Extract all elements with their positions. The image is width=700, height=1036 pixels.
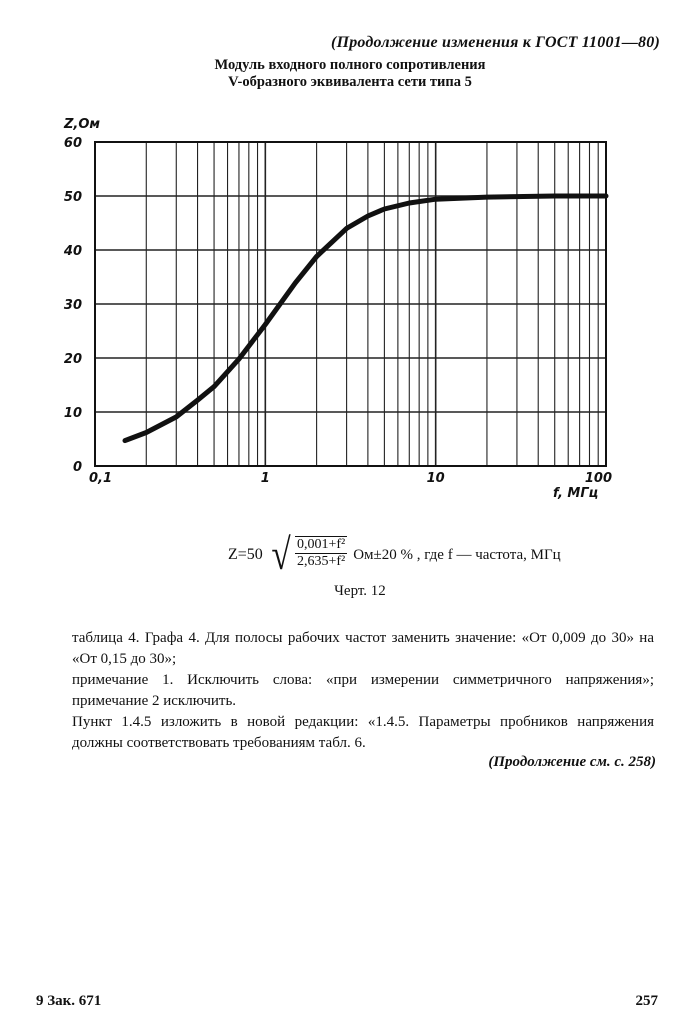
x-tick-label: 0,1 [89, 471, 113, 486]
figure-caption-text: Черт. 12 [334, 583, 386, 599]
formula-fraction [295, 536, 347, 570]
y-tick-label: 60 [63, 136, 82, 151]
body-paragraph-2 [72, 670, 654, 712]
x-tick-label: 1 [260, 471, 270, 486]
page-number: 257 [635, 993, 658, 1009]
chart-title-line-1: Модуль входного полного сопротивления [214, 57, 486, 73]
y-tick-label: 40 [63, 244, 82, 259]
y-tick-label: 30 [63, 298, 82, 313]
formula-denominator: 2,635+f² [296, 554, 346, 569]
y-tick-label: 0 [72, 460, 82, 475]
body-paragraph-3 [72, 712, 654, 754]
x-tick-label: 10 [426, 471, 445, 486]
chart-title-line-2: V-образного эквивалента сети типа 5 [228, 74, 472, 90]
y-axis-ticks [63, 136, 82, 475]
paragraph-clause-1-4-5: Пункт 1.4.5 изложить в новой редакции: «1.4.5. Параметры пробников напряжения должны соответствовать требованиям табл. 6. [72, 714, 654, 751]
y-tick-label: 50 [63, 190, 82, 205]
formula-tail: Ом±20 % , где f — частота, МГц [353, 546, 561, 563]
body-paragraph-1 [72, 628, 654, 670]
formula-numerator: 0,001+f² [296, 537, 346, 552]
formula [228, 530, 561, 579]
x-axis-label: f, МГц [553, 486, 599, 501]
continuation-note: (Продолжение см. с. 258) [488, 754, 656, 770]
radical-sign-icon: √ [271, 530, 291, 579]
continuation-header: (Продолжение изменения к ГОСТ 11001—80) [331, 34, 660, 51]
y-tick-label: 20 [63, 352, 82, 367]
x-axis-ticks [89, 471, 612, 486]
paragraph-table-4: таблица 4. Графа 4. Для полосы рабочих частот заменить значение: «От 0,009 до 30» на «От 0,15 до 30»; [72, 630, 654, 667]
y-axis-label: Z,Ом [64, 117, 101, 132]
footer-order-number: 9 Зак. 671 [36, 993, 102, 1009]
figure-caption [0, 583, 700, 600]
y-tick-label: 10 [63, 406, 82, 421]
paragraph-note-1: примечание 1. Исключить слова: «при измерении симметричного напряжения»; примечание 2 исключить. [72, 672, 654, 709]
formula-lhs: Z=50 [228, 546, 263, 563]
x-tick-label: 100 [584, 471, 612, 486]
